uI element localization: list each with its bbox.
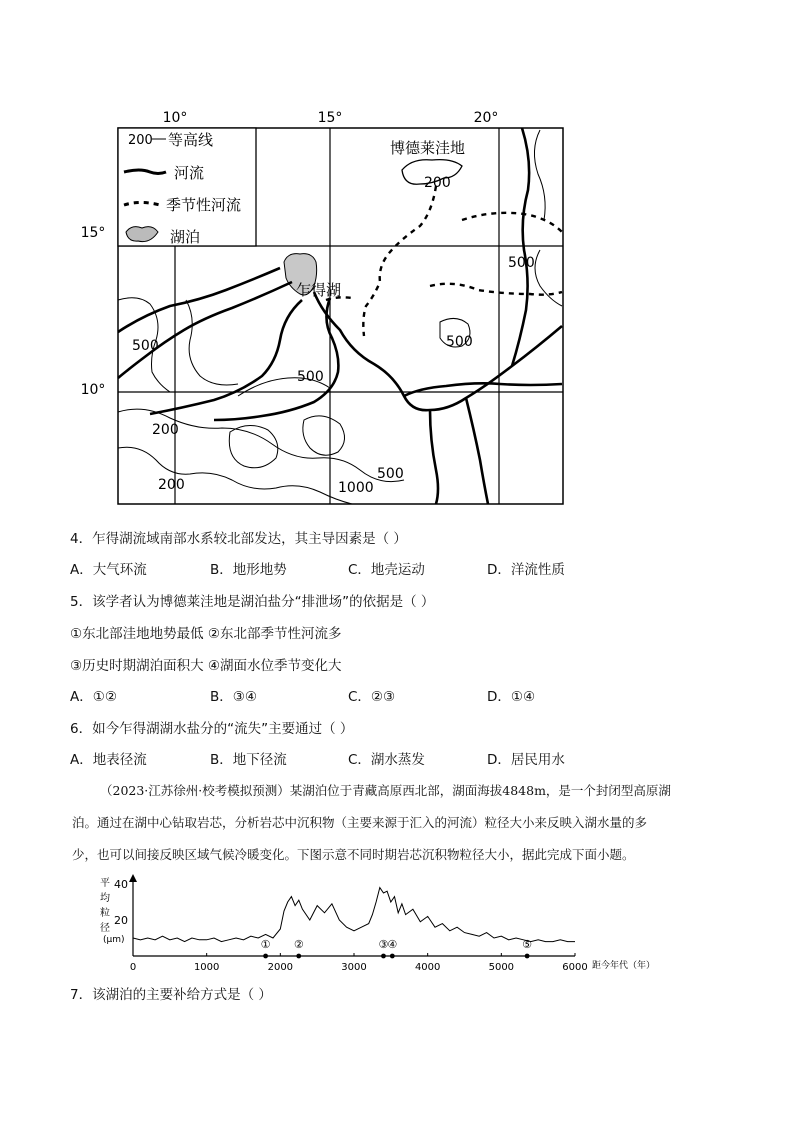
q5-option-c[interactable]: C．②③ [348, 689, 396, 705]
y-axis-arrow [129, 874, 137, 882]
legend-contour-label: 等高线 [168, 131, 214, 149]
x-tick-label: 6000 [562, 962, 588, 973]
period-marker-label: ① [260, 938, 271, 951]
q5-option-b[interactable]: B．③④ [210, 689, 257, 705]
q4-option-a[interactable]: A．大气环流 [70, 562, 147, 578]
bodele-label: 博德莱洼地 [390, 139, 466, 157]
x-tick-label: 0 [129, 962, 137, 973]
q6-option-a[interactable]: A．地表径流 [70, 752, 147, 768]
period-marker-label: ③ [378, 938, 389, 951]
x-tick-label: 3000 [341, 962, 367, 973]
passage-line-2: 泊。通过在湖中心钻取岩芯，分析岩芯中沉积物（主要来源于汇入的河流）粒径大小来反映入湖水量的多 [72, 815, 648, 830]
q6-option-d[interactable]: D．居民用水 [487, 752, 565, 768]
x-axis-label: 距今年代（年） [592, 961, 656, 971]
x-tick-label: 1000 [193, 962, 220, 973]
lon-label-10: 10° [162, 110, 188, 126]
contour-label-200-s: 200 [158, 477, 185, 493]
grain-size-chart [88, 870, 688, 975]
grain-size-series-line [133, 888, 575, 942]
x-tick-label: 2000 [267, 962, 294, 973]
period-marker-dot [525, 954, 530, 959]
y-label-char: 径 [100, 923, 110, 934]
contour-label-500-s: 500 [377, 466, 404, 482]
contour-label-500-c: 500 [297, 369, 324, 385]
x-tick-label: 4000 [414, 962, 441, 973]
period-marker-dot [263, 954, 268, 959]
question-5: 5．该学者认为博德莱洼地是湖泊盐分“排泄场”的依据是（ ） [70, 594, 435, 610]
legend-river-label: 河流 [174, 164, 205, 182]
y-tick-label: 20 [114, 914, 128, 927]
period-marker-dot [390, 954, 395, 959]
y-label-char: 粒 [100, 908, 110, 919]
contour-label-200-bodele: 200 [424, 175, 451, 191]
q5-statements-1: ①东北部洼地地势最低 ②东北部季节性河流多 [70, 626, 342, 642]
lat-label-15: 15° [80, 225, 106, 241]
q6-option-b[interactable]: B．地下径流 [210, 752, 287, 768]
legend-contour-sample: 200 [128, 133, 153, 148]
legend-lake-label: 湖泊 [170, 228, 201, 246]
q5-statements-2: ③历史时期湖泊面积大 ④湖面水位季节变化大 [70, 658, 342, 674]
contour-label-1000: 1000 [338, 480, 374, 496]
q5-option-a[interactable]: A．①② [70, 689, 117, 705]
period-markers [261, 938, 533, 958]
lake-chad-label: 乍得湖 [296, 281, 342, 299]
y-label-char: 平 [100, 878, 110, 889]
period-marker-label: ⑤ [522, 938, 533, 951]
y-axis-label [100, 877, 110, 934]
contour-label-500-ne: 500 [508, 255, 535, 271]
period-marker-label: ④ [387, 938, 398, 951]
period-marker-dot [296, 954, 301, 959]
question-7: 7．该湖泊的主要补给方式是（ ） [70, 987, 272, 1003]
lat-label-10: 10° [80, 382, 106, 398]
q4-option-b[interactable]: B．地形地势 [210, 562, 287, 578]
y-label-char: 均 [100, 893, 110, 904]
q4-option-d[interactable]: D．洋流性质 [487, 562, 565, 578]
passage-line-3: 少，也可以间接反映区域气候冷暖变化。下图示意不同时期岩芯沉积物粒径大小，据此完成下面小题。 [72, 847, 635, 862]
q5-option-d[interactable]: D．①④ [487, 689, 536, 705]
y-tick-label: 40 [114, 878, 128, 891]
contour-label-500-e: 500 [446, 334, 473, 350]
y-ticks [114, 878, 128, 927]
lake-chad-map [80, 100, 580, 510]
contour-label-200-sw: 200 [152, 422, 179, 438]
period-marker-dot [381, 954, 386, 959]
legend-seasonal-river-label: 季节性河流 [166, 196, 242, 214]
contour-label-500-w: 500 [132, 338, 159, 354]
question-4: 4．乍得湖流域南部水系较北部发达，其主导因素是（ ） [70, 531, 407, 547]
y-axis-unit: (μm) [103, 935, 125, 945]
lon-label-15: 15° [317, 110, 343, 126]
q6-option-c[interactable]: C．湖水蒸发 [348, 752, 425, 768]
passage-line-1: （2023·江苏徐州·校考模拟预测）某湖泊位于青藏高原西北部，湖面海拔4848m，是一个封闭型高原湖 [100, 783, 671, 798]
question-6: 6．如今乍得湖湖水盐分的“流失”主要通过（ ） [70, 721, 354, 737]
period-marker-label: ② [293, 938, 304, 951]
lon-label-20: 20° [473, 110, 499, 126]
q4-option-c[interactable]: C．地壳运动 [348, 562, 425, 578]
x-tick-label: 5000 [488, 962, 515, 973]
